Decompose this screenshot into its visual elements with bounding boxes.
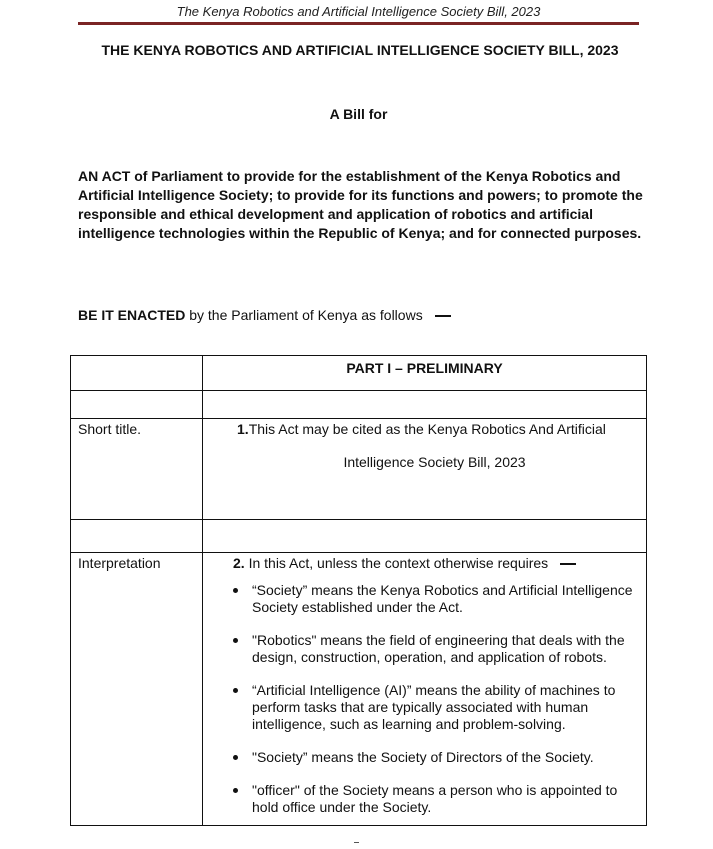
bullet-icon (233, 688, 238, 693)
definition-text: “Artificial Intelligence (AI)” means the ability of machines to perform tasks that are typically associated with human intelligence, such as learning and problem-solving. (252, 682, 616, 732)
bullet-icon (233, 788, 238, 793)
section-2-intro-text: In this Act, unless the context otherwise requires (248, 555, 549, 571)
enacting-bold: BE IT ENACTED (78, 307, 186, 323)
definition-text: “Society” means the Kenya Robotics and Artificial Intelligence Society established under the Act. (252, 582, 633, 615)
bill-for-heading: A Bill for (329, 106, 388, 122)
definition-item (203, 682, 646, 733)
page-number-mark (354, 842, 359, 843)
section-2-number: 2. (233, 555, 245, 571)
long-title: AN ACT of Parliament to provide for the establishment of the Kenya Robotics and Artificial Intelligence Society; to provide for its functions and powers; to promote the responsible and ethical development and application of robotics and artificial intelligence technologies within the Republic of Kenya; and for connected purposes. (78, 168, 643, 241)
section-2-cell (203, 553, 647, 826)
enacting-clause (78, 307, 451, 323)
definition-text: "Robotics" means the field of engineering that deals with the design, construction, operation, and application of robots. (252, 632, 625, 665)
margin-cell (71, 520, 203, 553)
margin-note-short-title: Short title. (71, 419, 203, 520)
act-table (70, 355, 647, 826)
section-2-intro (233, 555, 646, 572)
bullet-icon (233, 755, 238, 760)
definition-text: "Society” means the Society of Directors of the Society. (252, 749, 594, 765)
definition-text: "officer" of the Society means a person who is appointed to hold office under the Society. (252, 782, 618, 815)
blank-cell (203, 520, 647, 553)
definitions-list (203, 582, 646, 816)
bullet-icon (233, 638, 238, 643)
definition-item (203, 582, 646, 616)
margin-cell (71, 391, 203, 419)
em-dash (435, 315, 451, 317)
margin-note-interpretation: Interpretation (71, 553, 203, 826)
section-1-number: 1. (237, 421, 249, 437)
enacting-text: by the Parliament of Kenya as follows (189, 307, 423, 323)
section-1-text-2: Intelligence Society Bill, 2023 (343, 454, 526, 470)
definition-item (203, 632, 646, 666)
section-1-line1 (237, 421, 646, 438)
header-rule (78, 22, 639, 25)
definition-item (203, 782, 646, 816)
em-dash (560, 563, 576, 565)
blank-cell (203, 391, 647, 419)
margin-cell (71, 356, 203, 391)
running-header: The Kenya Robotics and Artificial Intelligence Society Bill, 2023 (176, 4, 541, 19)
bullet-icon (233, 588, 238, 593)
part-heading: PART I – PRELIMINARY (203, 356, 647, 391)
definition-item (203, 749, 646, 766)
section-1-text-1: This Act may be cited as the Kenya Robotics And Artificial (248, 421, 606, 437)
section-1-cell (203, 419, 647, 520)
bill-title: THE KENYA ROBOTICS AND ARTIFICIAL INTELLIGENCE SOCIETY BILL, 2023 (101, 42, 619, 58)
